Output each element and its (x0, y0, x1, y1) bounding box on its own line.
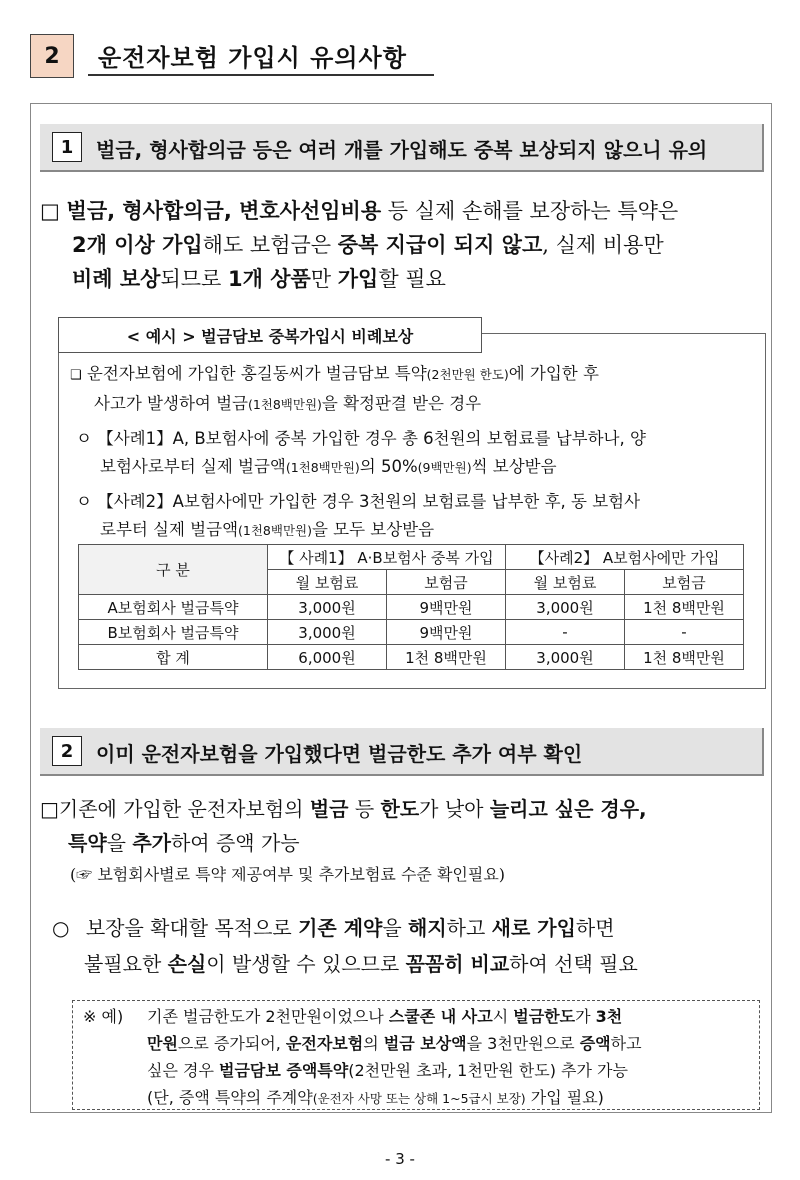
p2-text-3: 가 낮아 (419, 797, 490, 821)
p3-text-4: 하면 (575, 916, 615, 940)
note-bold: 벌금한도 (513, 1007, 576, 1026)
note-prefix: ※ 예) (83, 1007, 124, 1026)
table-row-label: B보험회사 벌금특약 (79, 620, 268, 645)
circle-bullet-1: ㅇ (76, 429, 92, 448)
p1-text-6: 할 필요 (378, 267, 446, 291)
checkbox-bullet: □ (40, 199, 60, 223)
p2-bold-5: 추가 (132, 831, 171, 855)
banner-1-text: 벌금, 형사합의금 등은 여러 개를 가입해도 중복 보상되지 않으니 유의 (96, 138, 708, 162)
banner-2 (40, 728, 764, 776)
p2-bold-1: 벌금 (309, 797, 349, 821)
banner-1 (40, 124, 764, 172)
table-subheader: 보험금 (625, 570, 744, 595)
example-tab-title: < 예시 > 벌금담보 중복가입시 비례보상 (58, 317, 482, 353)
table-cell: 3,000원 (268, 595, 387, 620)
note-text-small: (운전자 사망 또는 상해 1~5급시 보장) (312, 1091, 526, 1106)
case2-line-2a: 로부터 실제 벌금액 (100, 520, 239, 539)
ex-line-2c: 을 확정판결 받은 경우 (321, 394, 482, 413)
banner-2-number: 2 (52, 736, 82, 766)
banner-1-number: 1 (52, 132, 82, 162)
p1-bold-2: 2개 이상 가입 (72, 233, 203, 257)
case1-line-2e: 씩 보상받음 (471, 457, 557, 476)
case1-line-2b: (1천8백만원) (285, 460, 360, 475)
p2-text-2: 등 (348, 797, 381, 821)
note-text: (2천만원 초과, 1천만원 한도) 추가 가능 (348, 1061, 628, 1080)
section-number: 2 (30, 34, 74, 78)
circle-bullet-2: ㅇ (76, 492, 92, 511)
example-content (70, 360, 760, 545)
note-bold: 증액 (579, 1034, 611, 1053)
p1-text-3: , 실제 비용만 (542, 233, 664, 257)
note-bold: 벌금 보상액 (383, 1034, 467, 1053)
table-row (79, 595, 744, 620)
case2-line-2b: (1천8백만원) (238, 523, 312, 538)
p2-hint: (☞ 보험회사별로 특약 제공여부 및 추가보험료 수준 확인필요) (70, 865, 506, 884)
table-row-label: 합 계 (79, 645, 268, 670)
note-text: (단, 증액 특약의 주계약 (147, 1088, 313, 1107)
p2-text-1: 기존에 가입한 운전자보험의 (58, 797, 310, 821)
note-text: 의 (363, 1034, 384, 1053)
p1-bold-3: 중복 지급이 되지 않고 (337, 233, 543, 257)
table-cell: 3,000원 (506, 595, 625, 620)
table-corner-cell: 구 분 (79, 545, 268, 595)
note-bold: 운전자보험 (285, 1034, 364, 1053)
circle-bullet-3: ○ (52, 916, 70, 940)
p1-bold-6: 가입 (337, 267, 379, 291)
banner-2-text: 이미 운전자보험을 가입했다면 벌금한도 추가 여부 확인 (96, 742, 583, 766)
note-text: 으로 증가되어, (177, 1034, 286, 1053)
p3-text-1: 보장을 확대할 목적으로 (85, 916, 299, 940)
case2-line-1: 【사례2】A보험사에만 가입한 경우 3천원의 보험료를 납부한 후, 동 보험사 (97, 492, 641, 511)
table-cell: 1천 8백만원 (625, 595, 744, 620)
paragraph-3 (52, 910, 768, 982)
comparison-table (78, 544, 744, 670)
note-text: 기존 벌금한도가 2천만원이었으나 (147, 1007, 389, 1026)
table-row-total (79, 645, 744, 670)
p2-text-4: 을 (106, 831, 133, 855)
ex-line-2a: 사고가 발생하여 벌금 (94, 394, 248, 413)
table-cell: 3,000원 (506, 645, 625, 670)
case1-line-2c: 의 50% (359, 457, 418, 476)
paragraph-1 (40, 194, 770, 296)
table-cell: 9백만원 (387, 620, 506, 645)
section-underline (88, 74, 434, 76)
p2-bold-4: 특약 (68, 831, 107, 855)
table-cell: 3,000원 (268, 620, 387, 645)
note-text: 하고 (610, 1034, 642, 1053)
table-row-label: A보험회사 벌금특약 (79, 595, 268, 620)
table-header-row (79, 545, 744, 570)
p3-text-7: 하여 선택 필요 (509, 952, 638, 976)
table-cell: 6,000원 (268, 645, 387, 670)
paragraph-2 (40, 792, 770, 890)
p1-text-5: 만 (310, 267, 338, 291)
note-bold: 3천 (595, 1007, 623, 1026)
table-cell: 9백만원 (387, 595, 506, 620)
p3-bold-2: 해지 (408, 916, 447, 940)
p2-bold-3: 늘리고 싶은 경우, (489, 797, 647, 821)
ex-line-1b: (2천만원 한도) (426, 367, 509, 382)
p1-bold-5: 1개 상품 (228, 267, 311, 291)
p3-text-6: 이 발생할 수 있으므로 (206, 952, 406, 976)
table-cell: 1천 8백만원 (387, 645, 506, 670)
p1-text-4: 되므로 (160, 267, 229, 291)
note-bold: 스쿨존 내 사고 (388, 1007, 493, 1026)
square-bullet: ❑ (70, 368, 82, 383)
p3-bold-3: 새로 가입 (491, 916, 576, 940)
ex-line-1c: 에 가입한 후 (508, 364, 599, 383)
table-subheader: 보험금 (387, 570, 506, 595)
p3-bold-5: 꼼꼼히 비교 (405, 952, 510, 976)
note-text: 가 (575, 1007, 596, 1026)
p3-text-5: 불필요한 (84, 952, 168, 976)
table-row (79, 620, 744, 645)
case1-line-2a: 보험사로부터 실제 벌금액 (100, 457, 286, 476)
table-case2-header: 【사례2】 A보험사에만 가입 (506, 545, 744, 570)
section-title: 운전자보험 가입시 유의사항 (98, 44, 407, 72)
note-text: 을 3천만원으로 (466, 1034, 580, 1053)
p1-text-1: 등 실제 손해를 보장하는 특약은 (381, 199, 679, 223)
note-text: 싶은 경우 (147, 1061, 219, 1080)
table-subheader: 월 보험료 (506, 570, 625, 595)
case2-line-2c: 을 모두 보상받음 (311, 520, 435, 539)
page-number: - 3 - (385, 1150, 415, 1168)
ex-line-2b: (1천8백만원) (247, 397, 322, 412)
note-bold: 만원 (147, 1034, 178, 1053)
table-cell: 1천 8백만원 (625, 645, 744, 670)
table-case1-header: 【 사례1】 A·B보험사 중복 가입 (268, 545, 506, 570)
case1-line-1: 【사례1】A, B보험사에 중복 가입한 경우 총 6천원의 보험료를 납부하나, 양 (97, 429, 646, 448)
note-text: 가입 필요) (525, 1088, 604, 1107)
case1-line-2d: (9백만원) (417, 460, 472, 475)
p3-text-3: 하고 (446, 916, 492, 940)
p2-bold-2: 한도 (380, 797, 420, 821)
p3-text-2: 을 (382, 916, 409, 940)
p3-bold-4: 손실 (167, 952, 207, 976)
note-box (72, 1000, 760, 1110)
p1-text-2: 해도 보험금은 (202, 233, 338, 257)
ex-line-1a: 운전자보험에 가입한 홍길동씨가 벌금담보 특약 (86, 364, 427, 383)
p2-text-5: 하여 증액 가능 (170, 831, 300, 855)
p1-bold-4: 비례 보상 (72, 267, 161, 291)
table-cell: - (625, 620, 744, 645)
note-bold: 벌금담보 증액특약 (219, 1061, 349, 1080)
p1-bold-1: 벌금, 형사합의금, 변호사선임비용 (66, 199, 382, 223)
table-cell: - (506, 620, 625, 645)
checkbox-bullet: □ (40, 797, 59, 821)
table-subheader: 월 보험료 (268, 570, 387, 595)
p3-bold-1: 기존 계약 (298, 916, 383, 940)
note-text: 시 (492, 1007, 514, 1026)
